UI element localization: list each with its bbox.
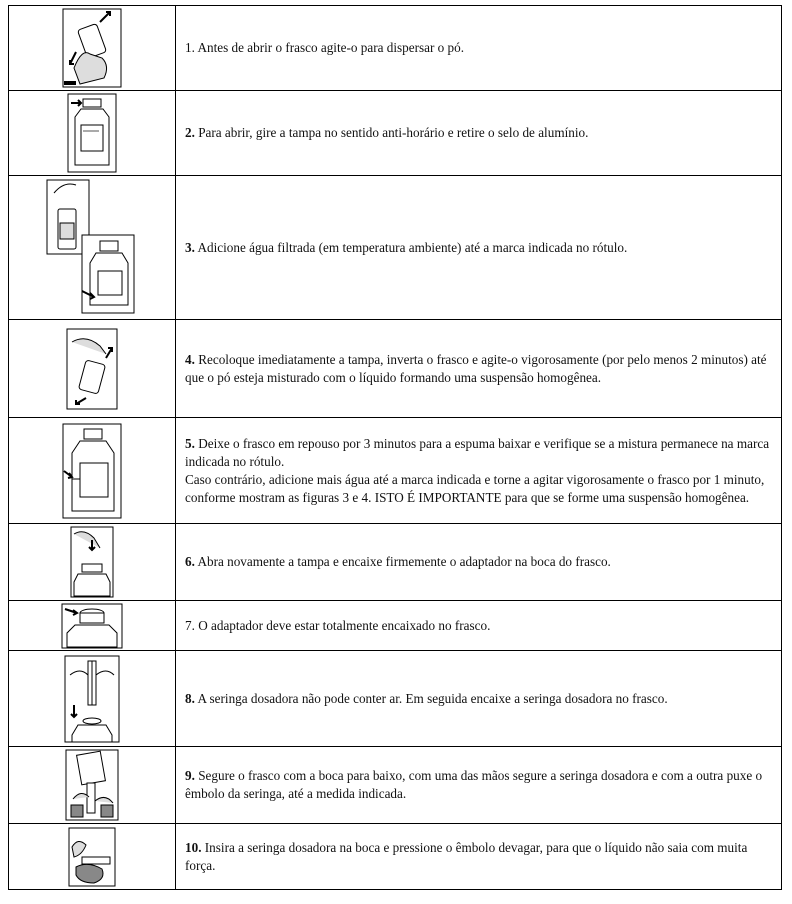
invert-shake-icon xyxy=(66,328,118,410)
step-text-cell xyxy=(176,824,782,890)
step-text-cell xyxy=(176,418,782,524)
step-number: 9. xyxy=(185,768,195,783)
step-number: 3. xyxy=(185,239,195,255)
step-number: 10. xyxy=(185,839,202,855)
step-figure-cell xyxy=(9,320,176,418)
step-text: Deixe o frasco em repouso por 3 minutos para a espuma baixar e verifique se a mistura permanece na marca indicada no rótulo. xyxy=(185,435,770,469)
step-row-5 xyxy=(9,418,782,524)
step-figure-cell xyxy=(9,524,176,601)
step-text-cell xyxy=(176,176,782,320)
adapter-fitted-icon xyxy=(61,603,123,649)
step-text: Adicione água filtrada (em temperatura ambiente) até a marca indicada no rótulo. xyxy=(194,239,628,255)
step-figure-cell xyxy=(9,651,176,747)
step-number: 6. xyxy=(185,554,195,569)
check-level-icon xyxy=(62,423,122,519)
shake-bottle-icon xyxy=(62,8,122,88)
step-row-3 xyxy=(9,176,782,320)
step-number: 2. xyxy=(185,125,195,140)
step-text: Recoloque imediatamente a tampa, inverta o frasco e agite-o vigorosamente (por pelo menos 2 minutos) até que o pó esteja misturado com o líquido formando uma suspensão homogênea. xyxy=(185,351,767,385)
step-number: 4. xyxy=(185,351,195,367)
step-text: A seringa dosadora não pode conter ar. Em seguida encaixe a seringa dosadora no frasco. xyxy=(194,690,668,706)
attach-syringe-icon xyxy=(64,655,120,743)
step-text-extra: Caso contrário, adicione mais água até a marca indicada e torne a agitar vigorosamente o frasco por 1 minuto, conforme mostram as figuras 3 e 4. ISTO É IMPORTANTE para que se forme uma suspensão homogênea. xyxy=(185,471,765,505)
step-number: 7 xyxy=(185,617,192,633)
step-figure-cell xyxy=(9,601,176,651)
step-text-cell xyxy=(176,601,782,651)
step-text-cell xyxy=(176,320,782,418)
step-row-1 xyxy=(9,6,782,91)
step-figure-cell xyxy=(9,747,176,824)
step-figure-cell xyxy=(9,176,176,320)
step-row-9 xyxy=(9,747,782,824)
step-number: 8. xyxy=(185,690,195,706)
add-water-icon xyxy=(46,179,138,317)
step-text: Segure o frasco com a boca para baixo, com uma das mãos segure a seringa dosadora e com a outra puxe o êmbolo da seringa, até a medida indicada. xyxy=(185,768,763,801)
give-dose-icon xyxy=(68,827,116,887)
step-text-cell xyxy=(176,6,782,91)
step-figure-cell xyxy=(9,418,176,524)
step-figure-cell xyxy=(9,824,176,890)
step-number: 1 xyxy=(185,40,192,55)
insert-adapter-icon xyxy=(70,526,114,598)
open-cap-icon xyxy=(67,93,117,173)
draw-dose-icon xyxy=(65,749,119,821)
instructions-table xyxy=(8,5,782,890)
step-text: Insira a seringa dosadora na boca e pressione o êmbolo devagar, para que o líquido não saia com muita força. xyxy=(185,839,748,873)
step-text: Abra novamente a tampa e encaixe firmemente o adaptador na boca do frasco. xyxy=(194,554,611,569)
step-text: . O adaptador deve estar totalmente encaixado no frasco. xyxy=(191,617,491,633)
step-row-2 xyxy=(9,91,782,176)
step-text-cell xyxy=(176,747,782,824)
step-text-cell xyxy=(176,651,782,747)
step-number: 5. xyxy=(185,435,195,451)
step-figure-cell xyxy=(9,91,176,176)
step-text-cell xyxy=(176,524,782,601)
step-row-7 xyxy=(9,601,782,651)
step-text: Para abrir, gire a tampa no sentido anti-horário e retire o selo de alumínio. xyxy=(194,125,589,140)
step-figure-cell xyxy=(9,6,176,91)
step-row-10 xyxy=(9,824,782,890)
step-row-6 xyxy=(9,524,782,601)
step-row-8 xyxy=(9,651,782,747)
step-text: . Antes de abrir o frasco agite-o para dispersar o pó. xyxy=(191,40,465,55)
step-row-4 xyxy=(9,320,782,418)
step-text-cell xyxy=(176,91,782,176)
